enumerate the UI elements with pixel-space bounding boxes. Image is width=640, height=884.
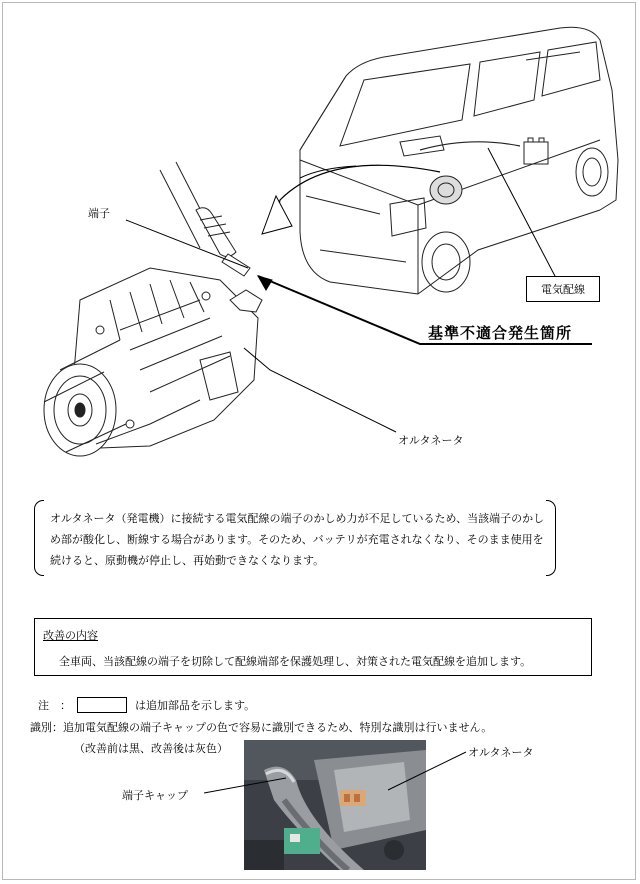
note-prefix: 注 ： — [38, 699, 71, 712]
cap-leader — [204, 778, 286, 793]
alternator-label: オルタネータ — [398, 434, 464, 447]
electrical-wire-label: 電気配線 — [526, 276, 600, 302]
identification-color-note: （改善前は黒、改善後は灰色） — [74, 742, 228, 755]
improvement-title: 改善の内容 — [43, 629, 98, 642]
improvement-body: 全車両、当該配線の端子を切除して配線端部を保護処理し、対策された電気配線を追加します。 — [59, 655, 532, 668]
photo-cap-label: 端子キャップ — [122, 789, 188, 802]
note-suffix: は追加部品を示します。 — [135, 699, 256, 712]
defect-location-title: 基準不適合発生箇所 — [428, 324, 573, 342]
terminal-label: 端子 — [88, 207, 110, 220]
identification-line: 識別：追加電気配線の端子キャップの色で容易に識別できるため、特別な識別は行いません。 — [30, 721, 493, 734]
photo-alternator-label: オルタネータ — [468, 746, 534, 759]
description-text: オルタネータ（発電機）に接続する電気配線の端子のかしめ力が不足しているため、当該端子のかしめ部が酸化し、断線する場合があります。そのため、バッテリが充電されなくなり、そのまま使用を続けると、原動機が停止し、再始動できなくなります。 — [50, 512, 545, 567]
photo-alternator-leader — [388, 752, 466, 790]
